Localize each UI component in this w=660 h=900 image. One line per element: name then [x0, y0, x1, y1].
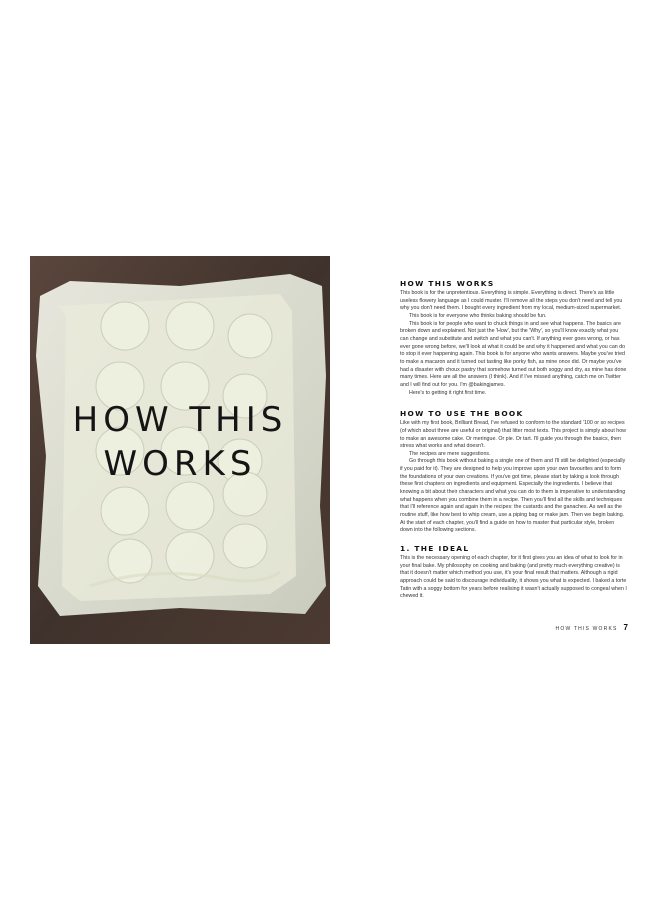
heading-how-to-use-the-book: HOW TO USE THE BOOK [400, 409, 524, 419]
text-column [400, 279, 628, 601]
paragraph: Here's to getting it right first time. [409, 389, 487, 396]
running-head: HOW THIS WORKS [555, 626, 618, 632]
paragraph: Like with my first book, Brilliant Bread, I've refused to conform to the standard '100 or so recipes (of which about three are useful or original) that litter most texts. This project is simply about how to make an awesome cake. Or meringue. Or pie. Or tart. I'll guide you through the basics, then stress what works and what doesn't. [400, 420, 627, 450]
paragraph: The recipes are mere suggestions. [409, 450, 491, 457]
paragraph: This is the necessary opening of each chapter, for it first gives you an idea of what to look for in your final bake. My philosophy on cooking and baking (and pretty much everything creative) is that it doesn't matter which method you use, it's your final result that matters. Although a rigid approach could be said to discourage individuality, it shows you what is expected. I baked a torte Tatin with a soggy bottom for years before realising it wasn't actually supposed to congeal when I chewed it. [400, 555, 627, 600]
paragraph: This book is for the unpretentious. Everything is simple. Everything is direct. There's as little useless flowery language as I could muster. I'll remove all the steps you don't need and tell you why you don't need them. I bought every ingredient from my local, medium-sized supermarket. [400, 290, 623, 312]
heading-how-this-works: HOW THIS WORKS [400, 279, 495, 288]
chapter-title [30, 398, 330, 486]
page-footer [400, 623, 628, 632]
paragraph: This book is for people who want to chuck things in and see what happens. The basics are broken down and explained. Not just the 'How', but the 'Why', so you'll know exactly what you can change and substitute and switch and what you can't. If anything ever goes wrong, or has ever gone wrong before, we'll look at what it could be and why it happened and what you can do to stop it ever happening again. This book is for anyone who wants answers. Maybe you've tried to make a macaron and it turned out tasting like porky fish, as mine once did. Or maybe you've had a disaster with choux pastry that somehow turned out both soggy and dry, as mine has done many times. Here are all the answers (I think). And if I've missed anything, catch me on Twitter and I will find out for you. I'm @bakingjames. [400, 320, 627, 388]
chapter-title-line-2: WORKS [103, 444, 257, 484]
chapter-title-line-1: HOW THIS [72, 400, 288, 440]
page-number: 7 [623, 623, 628, 632]
heading-the-ideal: 1. THE IDEAL [400, 544, 470, 554]
paragraph: This book is for everyone who thinks baking should be fun. [409, 312, 547, 319]
paragraph: Go through this book without baking a single one of them and I'll still be delighted (especially if you paid for it). They are designed to help you improve upon your own favourites and to form the foundations of your own creations. If you've got time, please start by taking a look through these first chapters on ingredients and equipment. Especially the ingredients. I believe that knowing a bit about their characters and what you can do to them is imperative to understanding what happens when you combine them in a recipe. Then you'll find all the skills and techniques that I'll reference again and again in the recipes: the custards and the ganaches. As well as the routine stuff, like how best to whip cream, use a piping bag or make jam. Then we begin baking. At the start of each chapter, you'll find a guide on how to master that particular style, broken down into the following sections. [400, 458, 626, 534]
